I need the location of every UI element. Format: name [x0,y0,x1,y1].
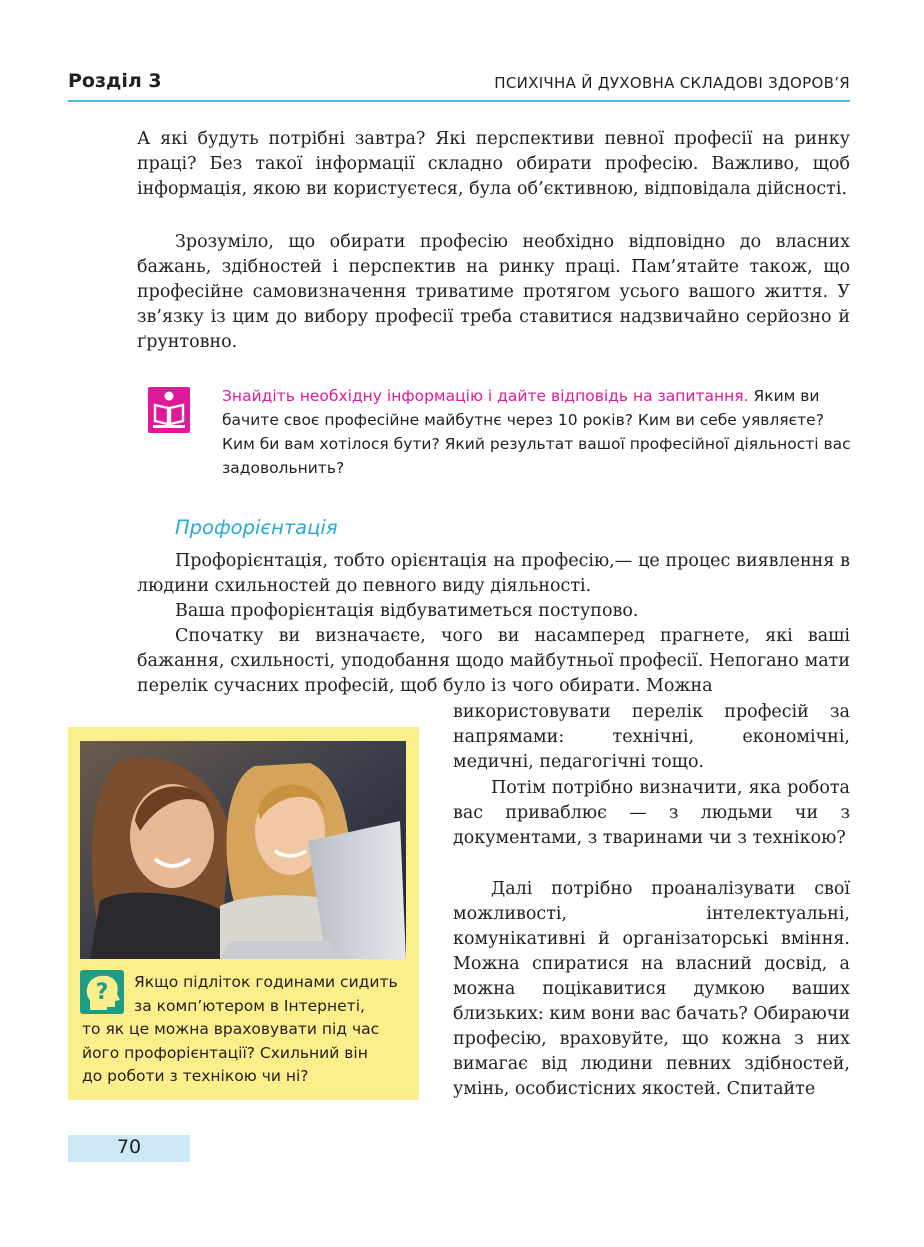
question-line: то як це можна враховувати під час [82,1020,380,1038]
paragraph-7: Далі потрібно проаналізувати свої можливості, інтелектуальні, комунікативні й організаторські вміння. Можна спиратися на власний досвід, а можна поцікавитися думкою ваших близьких: ким вони вас бачать? Обираючи професію, враховуйте, що кожна з них вимагає від людини певних здібностей, умінь, особистісних якостей. Спитайте [453,879,850,1099]
question-line: до роботи з технікою чи ні? [82,1067,309,1085]
section-title: Профорієнтація [175,516,338,539]
paragraph-2: Зрозуміло, що обирати професію необхідно відповідно до власних бажань, здібностей і перспектив на ринку праці. Пам’ятайте також, що професійне самовизначення триватиме протягом усього вашого життя. У зв’язку із цим до вибору професії треба ставитися надзвичайно серйозно й ґрунтовно. [137,232,850,352]
task-block [222,384,854,480]
task-body: Яким ви бачите своє професійне майбутнє через 10 років? Ким ви себе уявляєте? Ким би вам хотілося бути? Який результат вашої професійної діяльності вас задовольнить? [222,387,851,477]
paragraph-5-continued: використовувати перелік професій за напрямами: технічні, економічні, медичні, педагогічні тощо. [453,702,850,772]
page-number: 70 [116,1136,142,1158]
sidebar-question [82,971,412,1089]
paragraph-3: Профорієнтація, тобто орієнтація на професію,— це процес виявлення в людини схильностей до певного виду діяльності. [137,551,850,596]
paragraph-6: Потім потрібно визначити, яка робота вас приваблює — з людьми чи з документами, з тваринами чи з технікою? [453,778,850,848]
question-line: за комп’ютером в Інтернеті, [134,996,365,1015]
question-sidebar [68,727,419,1100]
svg-text:?: ? [95,980,109,1005]
chapter-title: ПСИХІЧНА Й ДУХОВНА СКЛАДОВІ ЗДОРОВ’Я [494,74,850,92]
header-divider [68,100,850,102]
reading-person-icon [148,387,190,433]
paragraph-4: Ваша профорієнтація відбуватиметься поступово. [175,601,639,621]
paragraph-1: А які будуть потрібні завтра? Які перспективи певної професії на ринку праці? Без такої інформації складно обирати професію. Важливо, щоб інформація, якою ви користуєтеся, була об’єктивною, відповідала дійсності. [137,129,850,199]
question-line: Якщо підліток годинами сидить [134,973,398,991]
question-line: його профорієнтації? Схильний він [82,1043,368,1062]
section-label: Розділ 3 [68,70,162,92]
paragraph-5: Спочатку ви визначаєте, чого ви насамперед прагнете, які ваші бажання, схильності, уподобання щодо майбутньої професії. Непогано мати перелік сучасних професій, щоб було із чого обирати. Можна [137,626,850,696]
task-lead: Знайдіть необхідну інформацію і дайте відповідь на запитання. [222,387,749,405]
two-girls-with-laptop-photo [80,741,406,959]
